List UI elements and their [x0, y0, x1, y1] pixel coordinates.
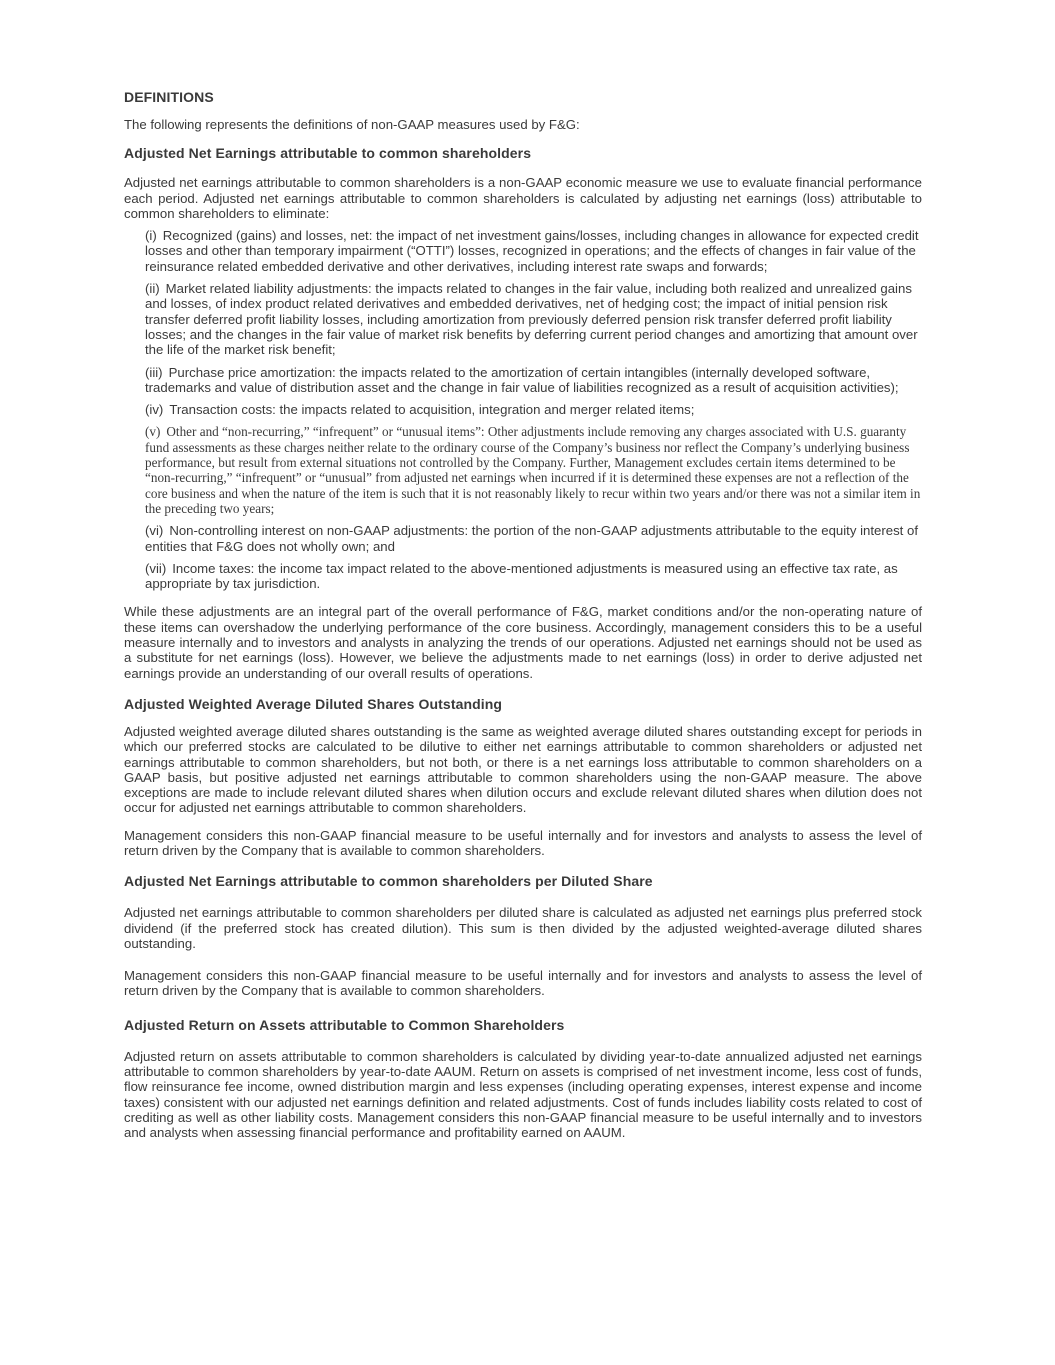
section-paragraph: Adjusted net earnings attributable to common shareholders is a non-GAAP economic measure we use to evaluate financial performance each period. Adjusted net earnings attributable to common shareholders is calculated by adjusting net earnings (loss) attributable to common shareholders to eliminate: [124, 175, 922, 221]
section-paragraph: Adjusted return on assets attributable to common shareholders is calculated by dividing year-to-date annualized adjusted net earnings attributable to common shareholders by year-to-date AAUM. Return on assets is comprised of net investment income, less cost of funds, flow reinsurance fee income, owned distribution margin and less expenses (including operating expenses, interest expense and income taxes) consistent with our adjusted net earnings definition and related adjustments. Cost of funds includes liability costs related to cost of crediting as well as other liability costs. Management considers this non-GAAP financial measure to be useful internally and to investors and analysts when assessing financial performance and profitability earned on AAUM. [124, 1048, 922, 1141]
section-paragraph: Adjusted net earnings attributable to common shareholders per diluted share is calculated as adjusted net earnings plus preferred stock dividend (if the preferred stock has created dilution). This sum is then divided by the adjusted weighted-average diluted shares outstanding. [124, 905, 922, 951]
list-item-number: (iii) [145, 364, 163, 380]
list-item-number: (vii) [145, 560, 167, 576]
list-item-text: Purchase price amortization: the impacts related to the amortization of certain intangibles (internally developed software, trademarks and value of distribution asset and the change in fair value of liabilities recognized as a result of acquisition activities); [145, 364, 899, 395]
list-item-number: (vi) [145, 523, 164, 539]
list-item [145, 228, 922, 274]
intro-text: The following represents the definitions of non-GAAP measures used by F&G: [124, 117, 580, 132]
list-item [145, 402, 922, 417]
list-item-text: Non-controlling interest on non-GAAP adjustments: the portion of the non-GAAP adjustments attributable to the equity interest of entities that F&G does not wholly own; and [145, 523, 919, 554]
section-heading-adjusted-diluted-shares: Adjusted Weighted Average Diluted Shares Outstanding [124, 695, 503, 712]
list-item-number: (i) [145, 228, 157, 244]
list-item-text: Transaction costs: the impacts related to acquisition, integration and merger related items; [169, 402, 695, 418]
section-paragraph: Management considers this non-GAAP financial measure to be useful internally and for investors and analysts to assess the level of return driven by the Company that is available to common shareholders. [124, 968, 922, 999]
list-item [145, 365, 922, 396]
list-item [145, 523, 922, 554]
section-paragraph: Management considers this non-GAAP financial measure to be useful internally and for investors and analysts to assess the level of return driven by the Company that is available to common shareholders. [124, 827, 922, 858]
list-item-text: Other and “non-recurring,” “infrequent” or “unusual items”: Other adjustments include removing any charges associated with U.S. guaranty fund assessments as these charges neither relate to the ordinary course of the Company’s business nor reflect the Company’s underlying business performance, but result from external situations not controlled by the Company. Further, Management excludes certain items determined to be “non-recurring,” “infrequent” or “unusual” from adjusted net earnings when incurred if it is determined these expenses are not a reflection of the core business and when the nature of the item is such that it is not reasonably likely to recur within two years and/or there was not a similar item in the preceding two years; [145, 424, 921, 516]
page-title: DEFINITIONS [124, 89, 214, 105]
section-heading-adjusted-eps: Adjusted Net Earnings attributable to common shareholders per Diluted Share [124, 873, 653, 890]
section-heading-adjusted-net-earnings: Adjusted Net Earnings attributable to common shareholders [124, 145, 532, 162]
list-item [145, 281, 922, 357]
list-item-number: (v) [145, 424, 161, 440]
list-item-text: Income taxes: the income tax impact related to the above-mentioned adjustments is measured using an effective tax rate, as appropriate by tax jurisdiction. [145, 560, 898, 592]
list-item-number: (iv) [145, 402, 164, 418]
list-item-text: Market related liability adjustments: the impacts related to changes in the fair value, including both realized and unrealized gains and losses, of index product related derivatives and embedded derivatives, net of hedging cost; the impact of initial pension risk transfer deferred profit liability losses, including amortization from previously deferred pension risk transfer deferred profit liability losses; and the changes in the fair value of market risk benefits by deferring current period changes and amortizing that amount over the life of the market risk benefit; [145, 281, 918, 358]
list-item-text: Recognized (gains) and losses, net: the impact of net investment gains/losses, including changes in allowance for expected credit losses and other than temporary impairment (“OTTI”) losses, recognized in operations; and the effects of changes in fair value of the reinsurance related embedded derivative and other derivatives, including interest rate swaps and forwards; [145, 228, 919, 274]
list-item [145, 424, 922, 516]
list-item [145, 561, 922, 592]
adjustments-list [145, 228, 922, 591]
list-item-number: (ii) [145, 281, 160, 297]
section-heading-adjusted-roa: Adjusted Return on Assets attributable to Common Shareholders [124, 1016, 565, 1033]
section-paragraph: Adjusted weighted average diluted shares outstanding is the same as weighted average diluted shares outstanding except for periods in which our preferred stocks are calculated to be dilutive to either net earnings attributable to common shareholders or adjusted net earnings attributable to common shareholders, but not both, or there is a net earnings loss attributable to common shareholders on a GAAP basis, but positive adjusted net earnings attributable to common shareholders using the non-GAAP measure. The above exceptions are made to include relevant diluted shares when dilution occurs and exclude relevant diluted shares when dilution does not occur for adjusted net earnings attributable to common shareholders. [124, 723, 922, 816]
document-body [124, 88, 922, 1141]
section-paragraph: While these adjustments are an integral part of the overall performance of F&G, market conditions and/or the non-operating nature of these items can overshadow the underlying performance of the core business. Accordingly, management considers this to be a useful measure internally and to investors and analysts in analyzing the trends of our operations. Adjusted net earnings should not be used as a substitute for net earnings (loss). However, we believe the adjustments made to net earnings (loss) in order to derive adjusted net earnings provide an understanding of our overall results of operations. [124, 604, 922, 681]
